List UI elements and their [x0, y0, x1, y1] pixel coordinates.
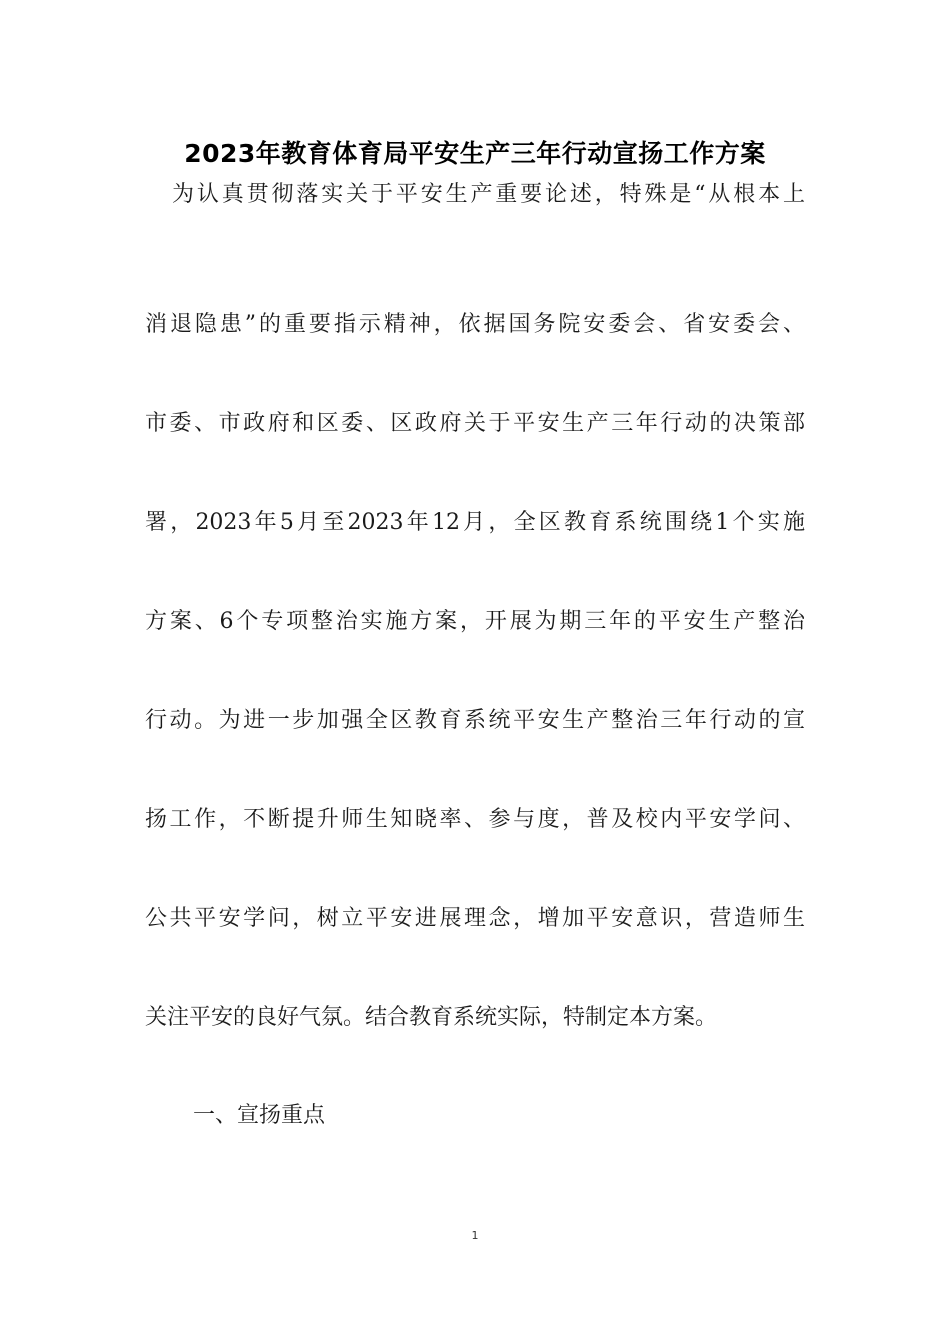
paragraph-line-1: 为认真贯彻落实关于平安生产重要论述，特殊是“从根本上 [172, 182, 805, 207]
document-title: 2023年教育体育局平安生产三年行动宣扬工作方案 [184, 139, 766, 168]
section-heading: 一、宣扬重点 [193, 1103, 326, 1128]
paragraph-line-7: 扬工作，不断提升师生知晓率、参与度，普及校内平安学问、 [145, 807, 805, 832]
paragraph-line-3: 市委、市政府和区委、区政府关于平安生产三年行动的决策部 [145, 411, 805, 436]
page-number: 1 [471, 1229, 479, 1242]
paragraph-line-9: 关注平安的良好气氛。结合教育系统实际，特制定本方案。 [145, 1005, 718, 1030]
paragraph-line-5: 方案、6个专项整治实施方案，开展为期三年的平安生产整治 [145, 609, 805, 634]
paragraph-line-6: 行动。为进一步加强全区教育系统平安生产整治三年行动的宣 [145, 708, 805, 733]
paragraph-line-8: 公共平安学问，树立平安进展理念，增加平安意识，营造师生 [145, 906, 805, 931]
paragraph-line-4: 署，2023年5月至2023年12月，全区教育系统围绕1个实施 [145, 510, 805, 535]
paragraph-line-2: 消退隐患”的重要指示精神，依据国务院安委会、省安委会、 [145, 312, 805, 337]
